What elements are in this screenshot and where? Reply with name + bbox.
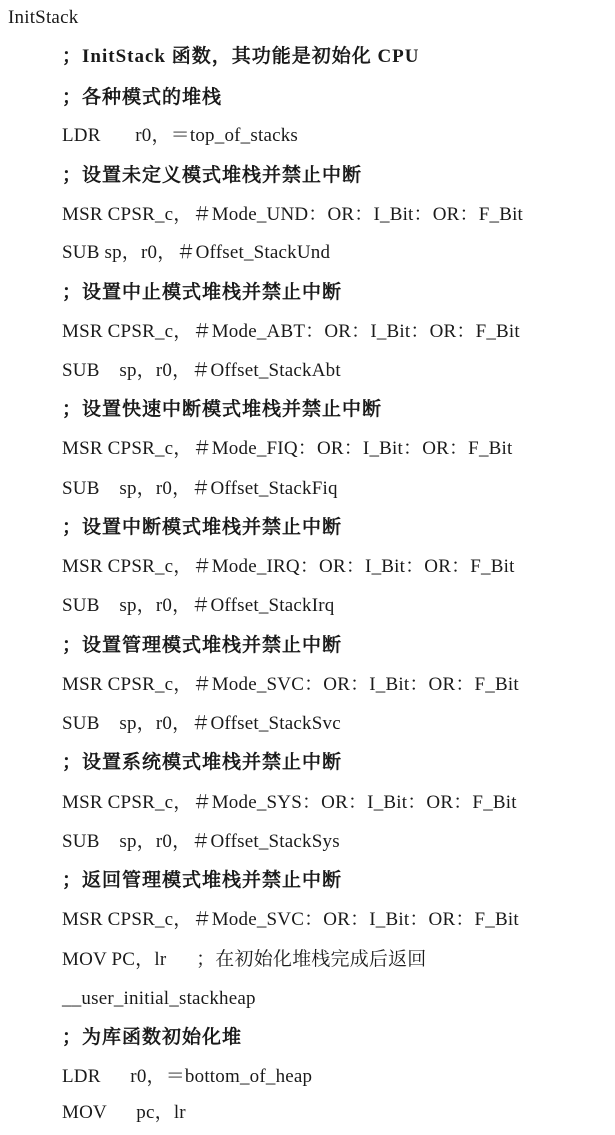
code-line-instruction: MSR CPSR_c，＃Mode_ABT：OR：I_Bit：OR：F_Bit [62,321,520,342]
code-line-comment: ；设置未定义模式堆栈并禁止中断 [62,165,363,186]
code-line-comment: ；InitStack 函数，其功能是初始化 CPU [62,46,420,67]
code-line-instruction: MOV pc，lr [62,1102,186,1123]
code-line-instruction: MSR CPSR_c，＃Mode_SYS：OR：I_Bit：OR：F_Bit [62,792,517,813]
code-line-heading: InitStack [8,7,79,28]
code-line-instruction: LDR r0，＝bottom_of_heap [62,1066,313,1087]
code-line-comment: ；设置系统模式堆栈并禁止中断 [62,752,343,773]
code-line-instruction: MSR CPSR_c，＃Mode_SVC：OR：I_Bit：OR：F_Bit [62,909,519,930]
code-line-instruction: LDR r0，＝top_of_stacks [62,125,299,146]
code-line-comment: ；设置快速中断模式堆栈并禁止中断 [62,399,383,420]
code-line-instruction: SUB sp，r0，＃Offset_StackSvc [62,713,341,734]
code-line-comment: ；设置管理模式堆栈并禁止中断 [62,635,343,656]
code-line-comment: ；为库函数初始化堆 [62,1027,243,1048]
code-line-instruction: MSR CPSR_c，＃Mode_FIQ：OR：I_Bit：OR：F_Bit [62,438,513,459]
code-line-instruction: SUB sp，r0，＃Offset_StackAbt [62,360,341,381]
code-line-instruction: MSR CPSR_c，＃Mode_SVC：OR：I_Bit：OR：F_Bit [62,674,519,695]
code-line-instruction: MSR CPSR_c，＃Mode_UND：OR：I_Bit：OR：F_Bit [62,204,524,225]
code-line-comment: ；各种模式的堆栈 [62,87,223,108]
code-line-instruction: SUB sp，r0，＃Offset_StackFiq [62,478,338,499]
code-line-comment: ；设置中止模式堆栈并禁止中断 [62,282,343,303]
code-line-instruction: SUB sp，r0，＃Offset_StackSys [62,831,340,852]
code-line-comment: ；设置中断模式堆栈并禁止中断 [62,517,343,538]
code-line-instruction: SUB sp，r0，＃Offset_StackIrq [62,595,335,616]
code-line-instruction: MSR CPSR_c，＃Mode_IRQ：OR：I_Bit：OR：F_Bit [62,556,515,577]
code-line-label: __user_initial_stackheap [62,988,256,1009]
code-line-instruction: MOV PC，lr ；在初始化堆栈完成后返回 [62,949,427,970]
code-line-comment: ；返回管理模式堆栈并禁止中断 [62,870,343,891]
code-line-instruction: SUB sp，r0，＃Offset_StackUnd [62,242,331,263]
